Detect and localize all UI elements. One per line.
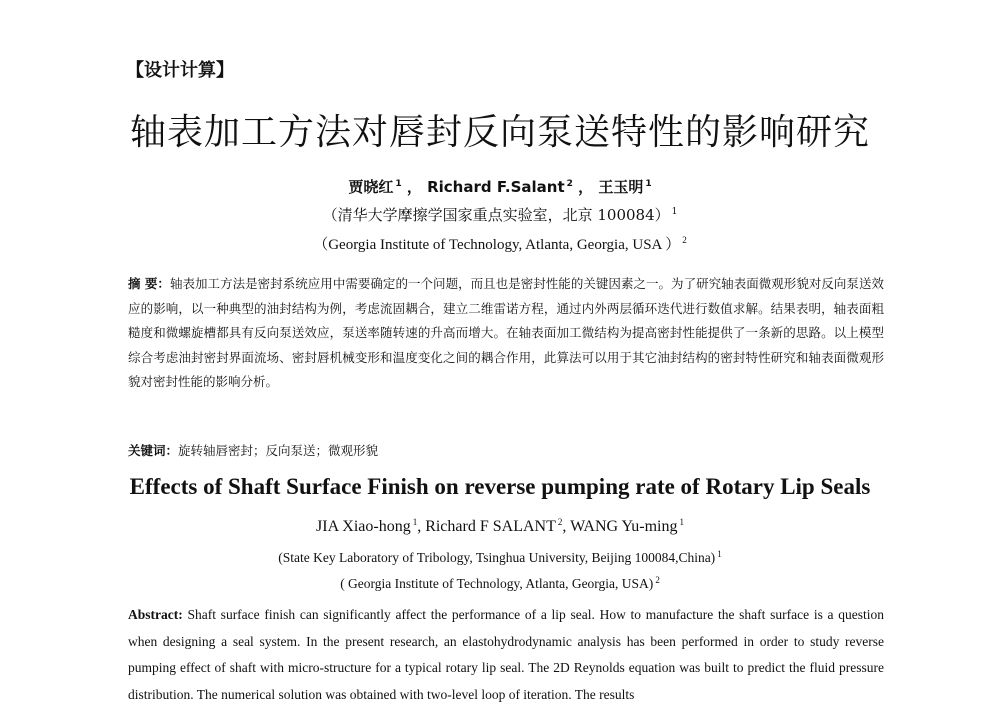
keywords-text: 旋转轴唇密封；反向泵送；微观形貌 (178, 443, 379, 458)
author-sup: 2 (557, 516, 563, 527)
author-sup: 1 (645, 179, 652, 189)
keywords-label: 关键词： (128, 443, 179, 458)
author-separator: , (417, 518, 426, 535)
author-separator: ， (406, 178, 422, 196)
abstract-text: Shaft surface finish can significantly affect the performance of a lip seal. How to manufacture the shaft surface is a question when designing a seal system. In the present research, an elastohydrodynamic analysis has been performed in order to study reverse pumping effect of shaft with micro-structure for a typical rotary lip seal. The 2D Reynolds equation was built to predict the fluid pressure distribution. The numerical solution was obtained with two-level loop of iteration. The results (128, 607, 885, 702)
author-sup: 1 (679, 516, 684, 527)
affiliation-text: ( Georgia Institute of Technology, Atlanta, Georgia, USA) (340, 576, 654, 591)
affiliation-sup: 1 (671, 207, 678, 217)
author-name: WANG Yu-ming (570, 518, 678, 535)
affiliation-cn-2 (0, 233, 1000, 254)
keywords-cn (128, 441, 378, 459)
author-name: JIA Xiao-hong (316, 518, 411, 535)
author-sup: 2 (566, 179, 573, 189)
author-name: Richard F SALANT (425, 518, 556, 535)
author-sup: 1 (412, 516, 418, 527)
authors-cn (0, 176, 1000, 197)
section-tag: 【设计计算】 (126, 60, 234, 81)
authors-en (0, 518, 1000, 536)
affiliation-en-1 (0, 550, 1000, 566)
author-separator: ， (578, 178, 594, 196)
abstract-label: 摘 要： (128, 276, 170, 291)
affiliation-en-2 (0, 576, 1000, 592)
affiliation-sup: 1 (717, 548, 722, 559)
affiliation-text: （Georgia Institute of Technology, Atlanta, Georgia, USA ） (313, 237, 681, 253)
author-name: 王玉明 (598, 178, 644, 196)
affiliation-text: (State Key Laboratory of Tribology, Tsinghua University, Beijing 100084,China) (278, 550, 716, 565)
author-separator: , (562, 518, 571, 535)
paper-title-en: Effects of Shaft Surface Finish on reverse pumping rate of Rotary Lip Seals (129, 474, 871, 499)
abstract-en (128, 602, 884, 708)
author-name: Richard F.Salant (427, 178, 565, 196)
author-sup: 1 (395, 179, 402, 189)
abstract-cn (128, 272, 884, 395)
author-name: 贾晓红 (348, 178, 394, 196)
paper-title-cn: 轴表加工方法对唇封反向泵送特性的影响研究 (129, 112, 870, 153)
abstract-text: 轴表加工方法是密封系统应用中需要确定的一个问题，而且也是密封性能的关键因素之一。为了研究轴表面微观形貌对反向泵送效应的影响，以一种典型的油封结构为例，考虑流固耦合，建立二维雷诺方程，通过内外两层循环迭代进行数值求解。结果表明，轴表面粗糙度和微螺旋槽都具有反向泵送效应，泵送率随转速的升高而增大。在轴表面加工微结构为提高密封性能提供了一条新的思路。以上模型综合考虑油封密封界面流场、密封唇机械变形和温度变化之间的耦合作用，此算法可以用于其它油封结构的密封特性研究和轴表面微观形貌对密封性能的影响分析。 (128, 276, 884, 389)
affiliation-cn-1 (0, 204, 1000, 225)
abstract-label: Abstract: (128, 607, 183, 622)
affiliation-text: （清华大学摩擦学国家重点实验室，北京 100084） (322, 206, 670, 224)
affiliation-sup: 2 (655, 574, 660, 585)
affiliation-sup: 2 (682, 235, 687, 245)
